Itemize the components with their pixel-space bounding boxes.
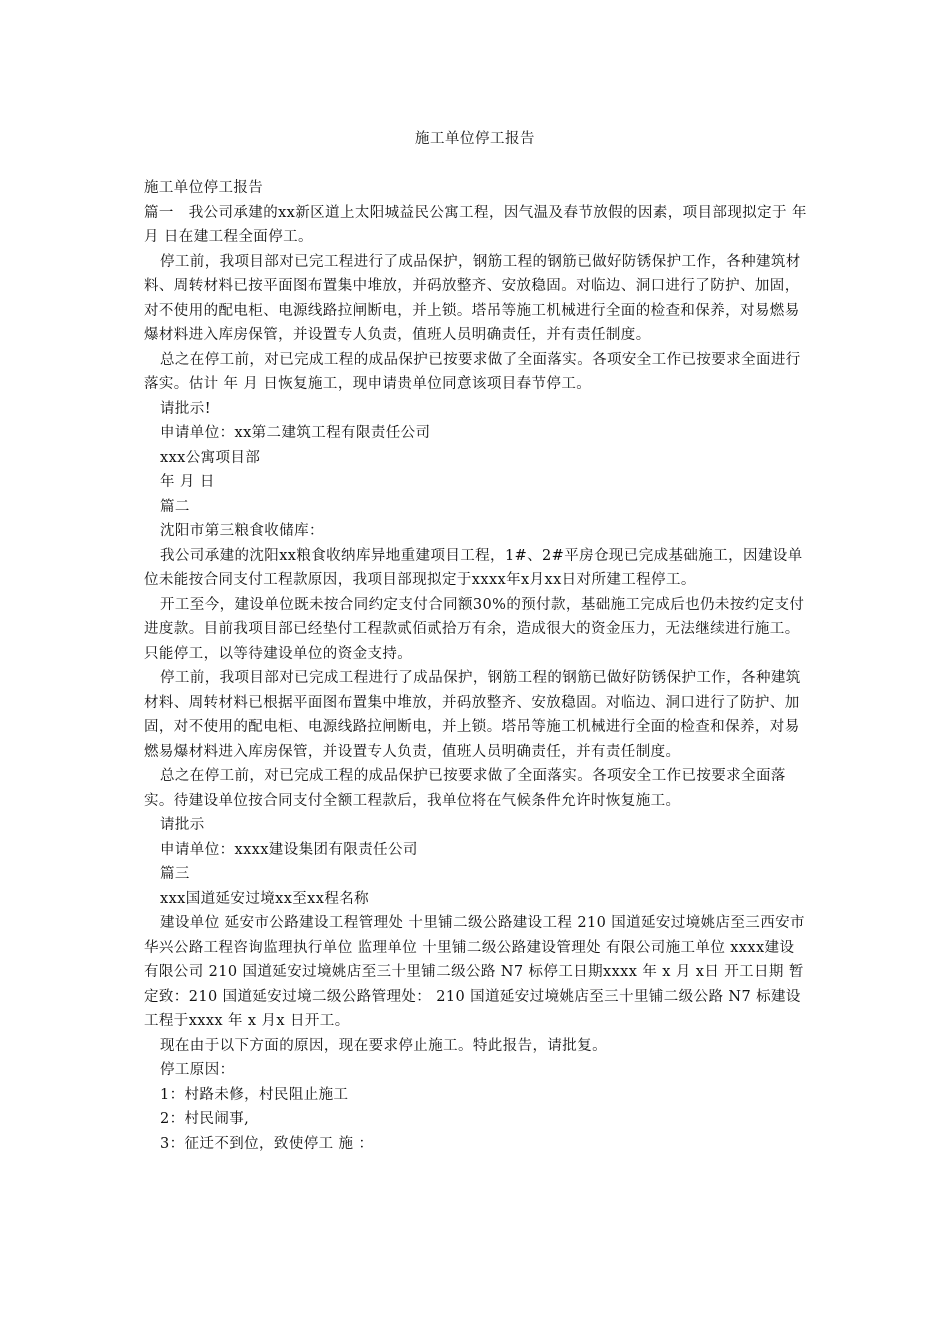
stop-reason-2: 2：村民闹事, bbox=[160, 1111, 250, 1127]
part-two-payment: 开工至今，建设单位既未按合同约定支付合同额30%的预付款，基础施工完成后也仍未按约定支付进度款。目前我项目部已经垫付工程款贰佰贰拾万有余，造成很大的资金压力，无法继续进行施工。只能停工，以等待建设单位的资金支持。 bbox=[144, 596, 805, 662]
part-two-recipient: 沈阳市第三粮食收储库： bbox=[160, 523, 324, 539]
part-three-statement: 现在由于以下方面的原因，现在要求停止施工。特此报告，请批复。 bbox=[160, 1037, 607, 1054]
part-two-request: 请批示 bbox=[160, 817, 205, 833]
part-three-heading: 篇三 bbox=[160, 866, 190, 882]
part-one-summary: 总之在停工前，对已完成工程的成品保护已按要求做了全面落实。各项安全工作已按要求全面进行落实。估计 年 月 日恢复施工，现申请贵单位同意该项目春节停工。 bbox=[144, 351, 801, 392]
part-two-protection: 停工前，我项目部对已完成工程进行了成品保护，钢筋工程的钢筋已做好防锈保护工作，各种建筑材料、周转材料已根据平面图布置集中堆放，并码放整齐、安放稳固。对临边、洞口进行了防护、加固，对不使用的配电柜、电源线路拉闸断电，并上锁。塔吊等施工机械进行全面的检查和保养，对易燃易爆材料进入库房保管，并设置专人负责，值班人员明确责任，并有责任制度。 bbox=[144, 670, 801, 760]
part-two-summary: 总之在停工前，对已完成工程的成品保护已按要求做了全面落实。各项安全工作已按要求全面落实。待建设单位按合同支付全额工程款后，我单位将在气候条件允许时恢复施工。 bbox=[144, 768, 786, 809]
part-two-heading: 篇二 bbox=[160, 498, 190, 515]
stop-reasons-heading: 停工原因： bbox=[160, 1062, 235, 1078]
part-three-form-details: 建设单位 延安市公路建设工程管理处 十里铺二级公路建设工程 210 国道延安过境姚店至三西安市华兴公路工程咨询监理执行单位 监理单位 十里铺二级公路建设管理处 有限公司施工单位 xxxx建设有限公司 210 国道延安过境姚店至三十里铺二级公路 N7 标停工日期xxxx 年 x 月 x日 开工日期 暂定致：210 国道延安过境二级公路管理处： 210 国道延安过境姚店至三十里铺二级公路 N7 标建设工程于xxxx 年 x 月x 日开工。 bbox=[144, 915, 805, 1029]
document-title: 施工单位停工报告 bbox=[415, 131, 535, 147]
heading-line: 施工单位停工报告 bbox=[144, 180, 264, 196]
part-one-protection: 停工前，我项目部对已完工程进行了成品保护，钢筋工程的钢筋已做好防锈保护工作，各种建筑材料、周转材料已按平面图布置集中堆放，并码放整齐、安放稳固。对临边、洞口进行了防护、加固，对不使用的配电柜、电源线路拉闸断电，并上锁。塔吊等施工机械进行全面的检查和保养，对易燃易爆材料进入库房保管，并设置专人负责，值班人员明确责任，并有责任制度。 bbox=[144, 253, 801, 343]
document-body bbox=[144, 176, 812, 1156]
part-one-applicant: 申请单位：xx第二建筑工程有限责任公司 bbox=[160, 425, 431, 441]
part-one-intro: 篇一 我公司承建的xx新区道上太阳城益民公寓工程，因气温及春节放假的因素，项目部现拟定于 年 月 日在建工程全面停工。 bbox=[144, 204, 812, 245]
part-one-date: 年 月 日 bbox=[160, 474, 215, 490]
part-three-project-name: xxx国道延安过境xx至xx程名称 bbox=[160, 890, 370, 907]
stop-reason-3: 3：征迁不到位，致使停工 施 ： bbox=[160, 1135, 374, 1152]
stop-reason-1: 1：村路未修，村民阻止施工 bbox=[160, 1086, 349, 1103]
part-two-intro: 我公司承建的沈阳xx粮食收纳库异地重建项目工程，1#、2#平房仓现已完成基础施工，因建设单位未能按合同支付工程款原因，我项目部现拟定于xxxx年x月xx日对所建工程停工。 bbox=[144, 547, 803, 588]
part-two-applicant: 申请单位：xxxx建设集团有限责任公司 bbox=[160, 841, 418, 858]
part-one-department: xxx公寓项目部 bbox=[160, 449, 261, 466]
part-one-request: 请批示! bbox=[160, 400, 211, 417]
